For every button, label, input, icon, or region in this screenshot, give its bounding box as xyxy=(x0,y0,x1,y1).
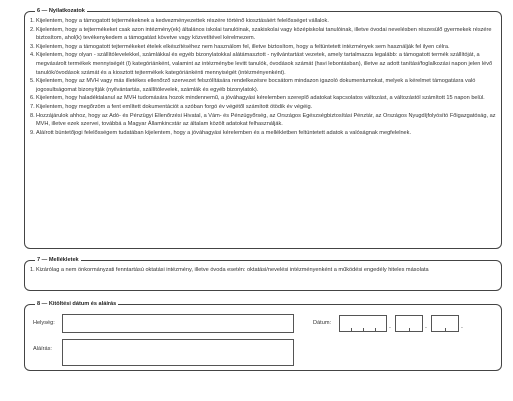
signature-field[interactable] xyxy=(62,339,294,366)
declaration-item: 4. Kijelentem, hogy olyan - szállítólevelekkel, számlákkal és egyéb bizonylatokkal alátámasztott - nyilvántartást vezetek, amely tartalmazza legalább: a támogatott termék szállítóját, a megvásárolt termékek mennyiségét (l) kategóriánként, valamint az intézménybe levitt tanulók, óvodások számát (havi lebontásban), illetve az adott tanítási/foglalkozási napon jelen lévő tanulók/óvodások számát és a kiosztott tejtermékek kategóriánkénti mennyiségét (intézményenként). xyxy=(30,52,493,76)
section-signature xyxy=(24,301,502,371)
section-declarations-title: 6 — Nyilatkozatok xyxy=(37,8,85,14)
date-year-box[interactable] xyxy=(339,315,387,332)
date-month-box[interactable] xyxy=(395,315,423,332)
section-attachments-title: 7 — Mellékletek xyxy=(37,257,79,263)
declaration-item: 1. Kijelentem, hogy a támogatott tejtermékeknek a kedvezményezettek részére történő kiosztásáért felelősséget vállalok. xyxy=(30,18,329,24)
declaration-item: 8. Hozzájárulok ahhoz, hogy az Adó- és Pénzügyi Ellenőrzési Hivatal, a Vám- és Pénzügyőrség, az Országos Egészségbiztosítási Pénztár, az Országos Nyugdíjfolyósító Főigazgatóság, az MVH, illetve ezek szervei, továbbá a Magyar Államkincstár az általam közölt adatokat felhasználják. xyxy=(30,112,496,128)
section-attachments xyxy=(24,257,502,291)
declarations-list xyxy=(30,17,497,137)
declaration-item: 9. Aláírott büntetőjogi felelősségem tudatában kijelentem, hogy a jóváhagyási kérelemben és a mellékletben feltüntetett adatok a valóságnak megfelelnek. xyxy=(30,129,412,136)
declaration-item: 7. Kijelentem, hogy megőrzöm a fent említett dokumentációt a szóban forgó év végétől számított ötödik év végéig. xyxy=(30,103,313,110)
date-separator: . xyxy=(425,323,427,330)
attachment-item: 1. Kizárólag a nem önkormányzati fenntartású oktatási intézmény, illetve óvoda esetén: oktatási/nevelési intézményenként a működési engedély hiteles másolata xyxy=(30,267,429,273)
place-field[interactable] xyxy=(62,314,294,333)
date-label: Dátum: xyxy=(313,320,332,326)
declaration-item: 5. Kijelentem, hogy az MVH vagy más illetékes ellenőrző szervezet felszólítására rendelkezésre bocsátom mindazon igazoló dokumentumokat, melyek a kérelmet támogatásra való jogosultságomat bizonyítják (nyilvántartás, szállítólevelek, számlák és egyéb bizonylatok). xyxy=(30,78,476,93)
date-separator: . xyxy=(461,323,463,330)
section-declarations xyxy=(24,8,502,249)
declaration-item: 2. Kijelentem, hogy a tejtermékeket csak azon intézmény(ek) általános iskolai tanulóinak, szakiskolai vagy középiskolai tanulóinak, illetve óvodai nevelésben részesülő gyermekek részére biztosítom, ahol(k) tevékenykedem a támogatást követve vagy közvetítével kérelmezem. xyxy=(30,26,492,42)
date-field[interactable] xyxy=(339,315,487,332)
declaration-item: 6. Kijelentem, hogy haladéktalanul az MVH tudomására hozok mindennemű, a jóváhagyási kérelemben szereplő adatokat kapcsolatos változást, a változástól számított 15 napon belül. xyxy=(30,95,485,102)
declaration-item: 3. Kijelentem, hogy a támogatott tejtermékeket ételek elkészítéséhez nem használom fel, illetve biztosítom, hogy a feltüntetett intézmények sem használják fel ilyen célra. xyxy=(30,43,450,50)
date-day-box[interactable] xyxy=(431,315,459,332)
place-label: Helység: xyxy=(33,320,55,326)
signature-label: Aláírás: xyxy=(33,346,52,352)
section-signature-title: 8 — Kitöltési dátum és aláírás xyxy=(37,301,117,307)
date-separator: . xyxy=(389,323,391,330)
attachments-list xyxy=(30,266,497,275)
